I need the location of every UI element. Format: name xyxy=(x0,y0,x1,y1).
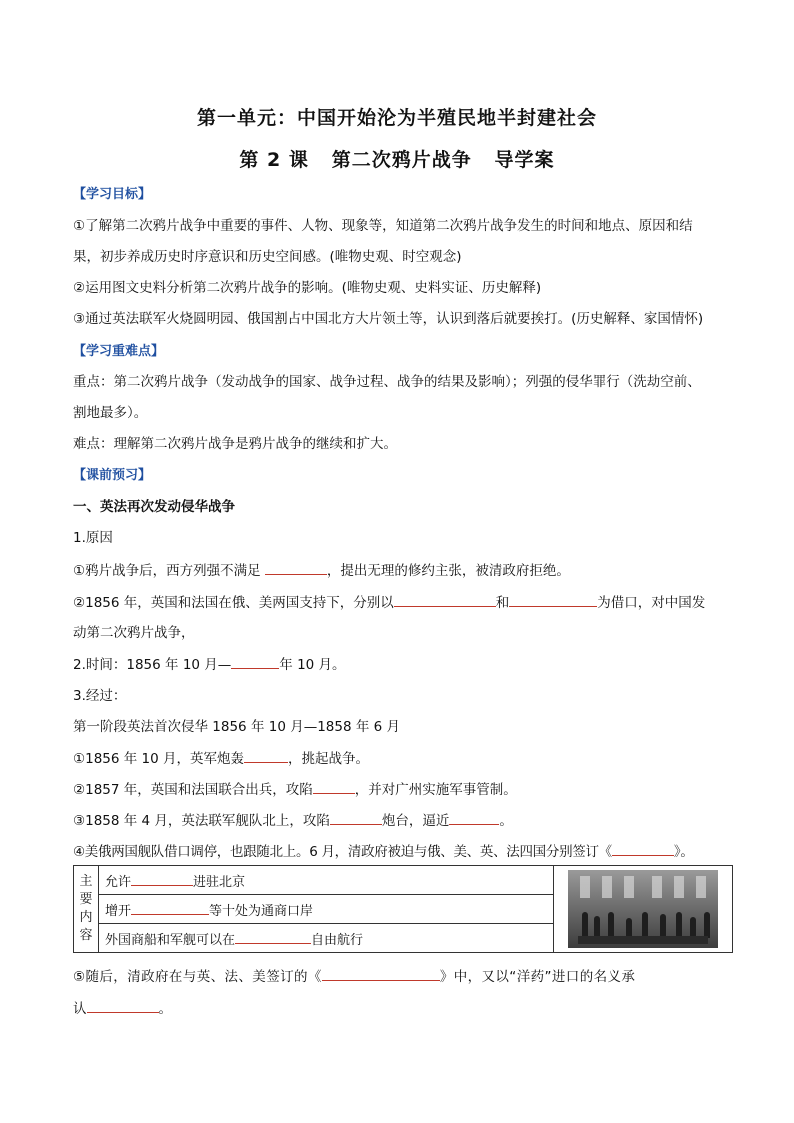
blank-process-3b[interactable] xyxy=(449,810,499,825)
blank-cause-2b[interactable] xyxy=(509,592,597,607)
treaty-signing-photo xyxy=(568,870,718,948)
process-3-text-c: 。 xyxy=(499,813,513,829)
process-1 xyxy=(73,748,733,769)
goal-1a: ①了解第二次鸦片战争中重要的事件、人物、现象等，知道第二次鸦片战争发生的时间和地点、原因和结 xyxy=(73,218,693,234)
row-2-text-a: 增开 xyxy=(105,903,132,919)
blank-cause-2a[interactable] xyxy=(394,592,496,607)
table-label-text: 主要内容 xyxy=(79,874,93,943)
process-5-text-c: 认 xyxy=(73,1001,87,1017)
table-row-3 xyxy=(99,924,554,953)
row-2-text-b: 等十处为通商口岸 xyxy=(209,903,314,919)
time-text-b: 年 10 月。 xyxy=(279,657,346,673)
time-line xyxy=(73,654,733,675)
cause-2-continued: 动第二次鸦片战争， xyxy=(73,625,195,641)
row-1-text-a: 允许 xyxy=(105,874,132,890)
blank-end-year[interactable] xyxy=(231,654,279,669)
cause-heading: 1.原因 xyxy=(73,530,113,546)
cause-1-text-b: ，提出无理的修约主张，被清政府拒绝。 xyxy=(326,563,570,579)
key-point-1a: 重点：第二次鸦片战争（发动战争的国家、战争过程、战争的结果及影响）；列强的侵华罪行（洗劫空前、 xyxy=(73,374,701,390)
preview-header: 【课前预习】 xyxy=(73,468,152,483)
process-2 xyxy=(73,779,733,800)
row-1-text-b: 进驻北京 xyxy=(193,874,246,890)
table-row-2 xyxy=(99,895,554,924)
cause-2-text-b: 和 xyxy=(495,595,510,611)
goal-3: ③通过英法联军火烧圆明园、俄国割占中国北方大片领土等，认识到落后就要挨打。(历史解释、家国情怀) xyxy=(73,311,704,327)
row-3-text-b: 自由航行 xyxy=(311,932,364,948)
cause-1 xyxy=(73,560,733,581)
key-point-1b: 割地最多）。 xyxy=(73,405,148,421)
process-2-text-a: ②1857 年，英国和法国联合出兵，攻陷 xyxy=(73,782,313,798)
row-3-text-a: 外国商船和军舰可以在 xyxy=(105,932,236,948)
process-1-text-a: ①1856 年 10 月，英军炮轰 xyxy=(73,751,245,767)
treaty-signing-image xyxy=(554,866,733,953)
blank-process-5b[interactable] xyxy=(87,998,159,1013)
table-row-1 xyxy=(99,866,554,895)
process-5-text-d: 。 xyxy=(158,1001,172,1017)
cause-2 xyxy=(73,592,733,613)
process-5 xyxy=(73,966,733,987)
process-2-text-b: ，并对广州实施军事管制。 xyxy=(354,782,517,798)
blank-process-3a[interactable] xyxy=(330,810,382,825)
process-4-text-a: ④美俄两国舰队借口调停，也跟随北上。6 月，清政府被迫与俄、美、英、法四国分别签订《 xyxy=(73,844,612,860)
process-3-text-a: ③1858 年 4 月，英法联军舰队北上，攻陷 xyxy=(73,813,330,829)
unit-title: 第一单元：中国开始沦为半殖民地半封建社会 xyxy=(196,107,597,129)
key-points-header: 【学习重难点】 xyxy=(73,344,165,359)
cause-2-text-a: ②1856 年，英国和法国在俄、美两国支持下，分别以 xyxy=(73,595,394,611)
goal-2: ②运用图文史料分析第二次鸦片战争的影响。(唯物史观、史料实证、历史解释) xyxy=(73,280,542,296)
table-label xyxy=(74,866,99,953)
process-3 xyxy=(73,810,733,831)
goals-header: 【学习目标】 xyxy=(73,187,152,202)
process-4-text-b: 》。 xyxy=(673,844,694,860)
process-1-text-b: ，挑起战争。 xyxy=(288,751,370,767)
process-5-continued xyxy=(73,998,733,1019)
cause-2-text-c: 为借口，对中国发 xyxy=(597,595,706,611)
cause-1-text-a: ①鸦片战争后，西方列强不满足 xyxy=(73,563,265,579)
process-5-text-b: 》中，又以“洋药”进口的名义承 xyxy=(439,969,636,985)
lesson-title: 第 2 课 第二次鸦片战争 导学案 xyxy=(239,149,555,171)
time-text-a: 2.时间：1856 年 10 月— xyxy=(73,657,232,673)
blank-table-row-1[interactable] xyxy=(131,871,193,886)
blank-process-2[interactable] xyxy=(313,779,355,794)
blank-cause-1[interactable] xyxy=(265,560,327,575)
key-point-2: 难点：理解第二次鸦片战争是鸦片战争的继续和扩大。 xyxy=(73,436,397,452)
process-3-text-b: 炮台，逼近 xyxy=(381,813,450,829)
process-5-text-a: ⑤随后，清政府在与英、法、美签订的《 xyxy=(73,969,322,985)
part-1-heading: 一、英法再次发动侵华战争 xyxy=(73,499,235,515)
stage-1-heading: 第一阶段英法首次侵华 1856 年 10 月—1858 年 6 月 xyxy=(73,719,401,735)
blank-process-1[interactable] xyxy=(244,748,288,763)
blank-table-row-3[interactable] xyxy=(235,929,311,944)
blank-process-5a[interactable] xyxy=(322,966,440,981)
goal-1b: 果，初步养成历史时序意识和历史空间感。(唯物史观、时空观念) xyxy=(73,249,462,265)
blank-process-4[interactable] xyxy=(612,841,674,856)
treaty-content-table xyxy=(73,865,733,953)
blank-table-row-2[interactable] xyxy=(131,900,209,915)
process-heading: 3.经过： xyxy=(73,688,127,704)
process-4 xyxy=(73,841,733,862)
